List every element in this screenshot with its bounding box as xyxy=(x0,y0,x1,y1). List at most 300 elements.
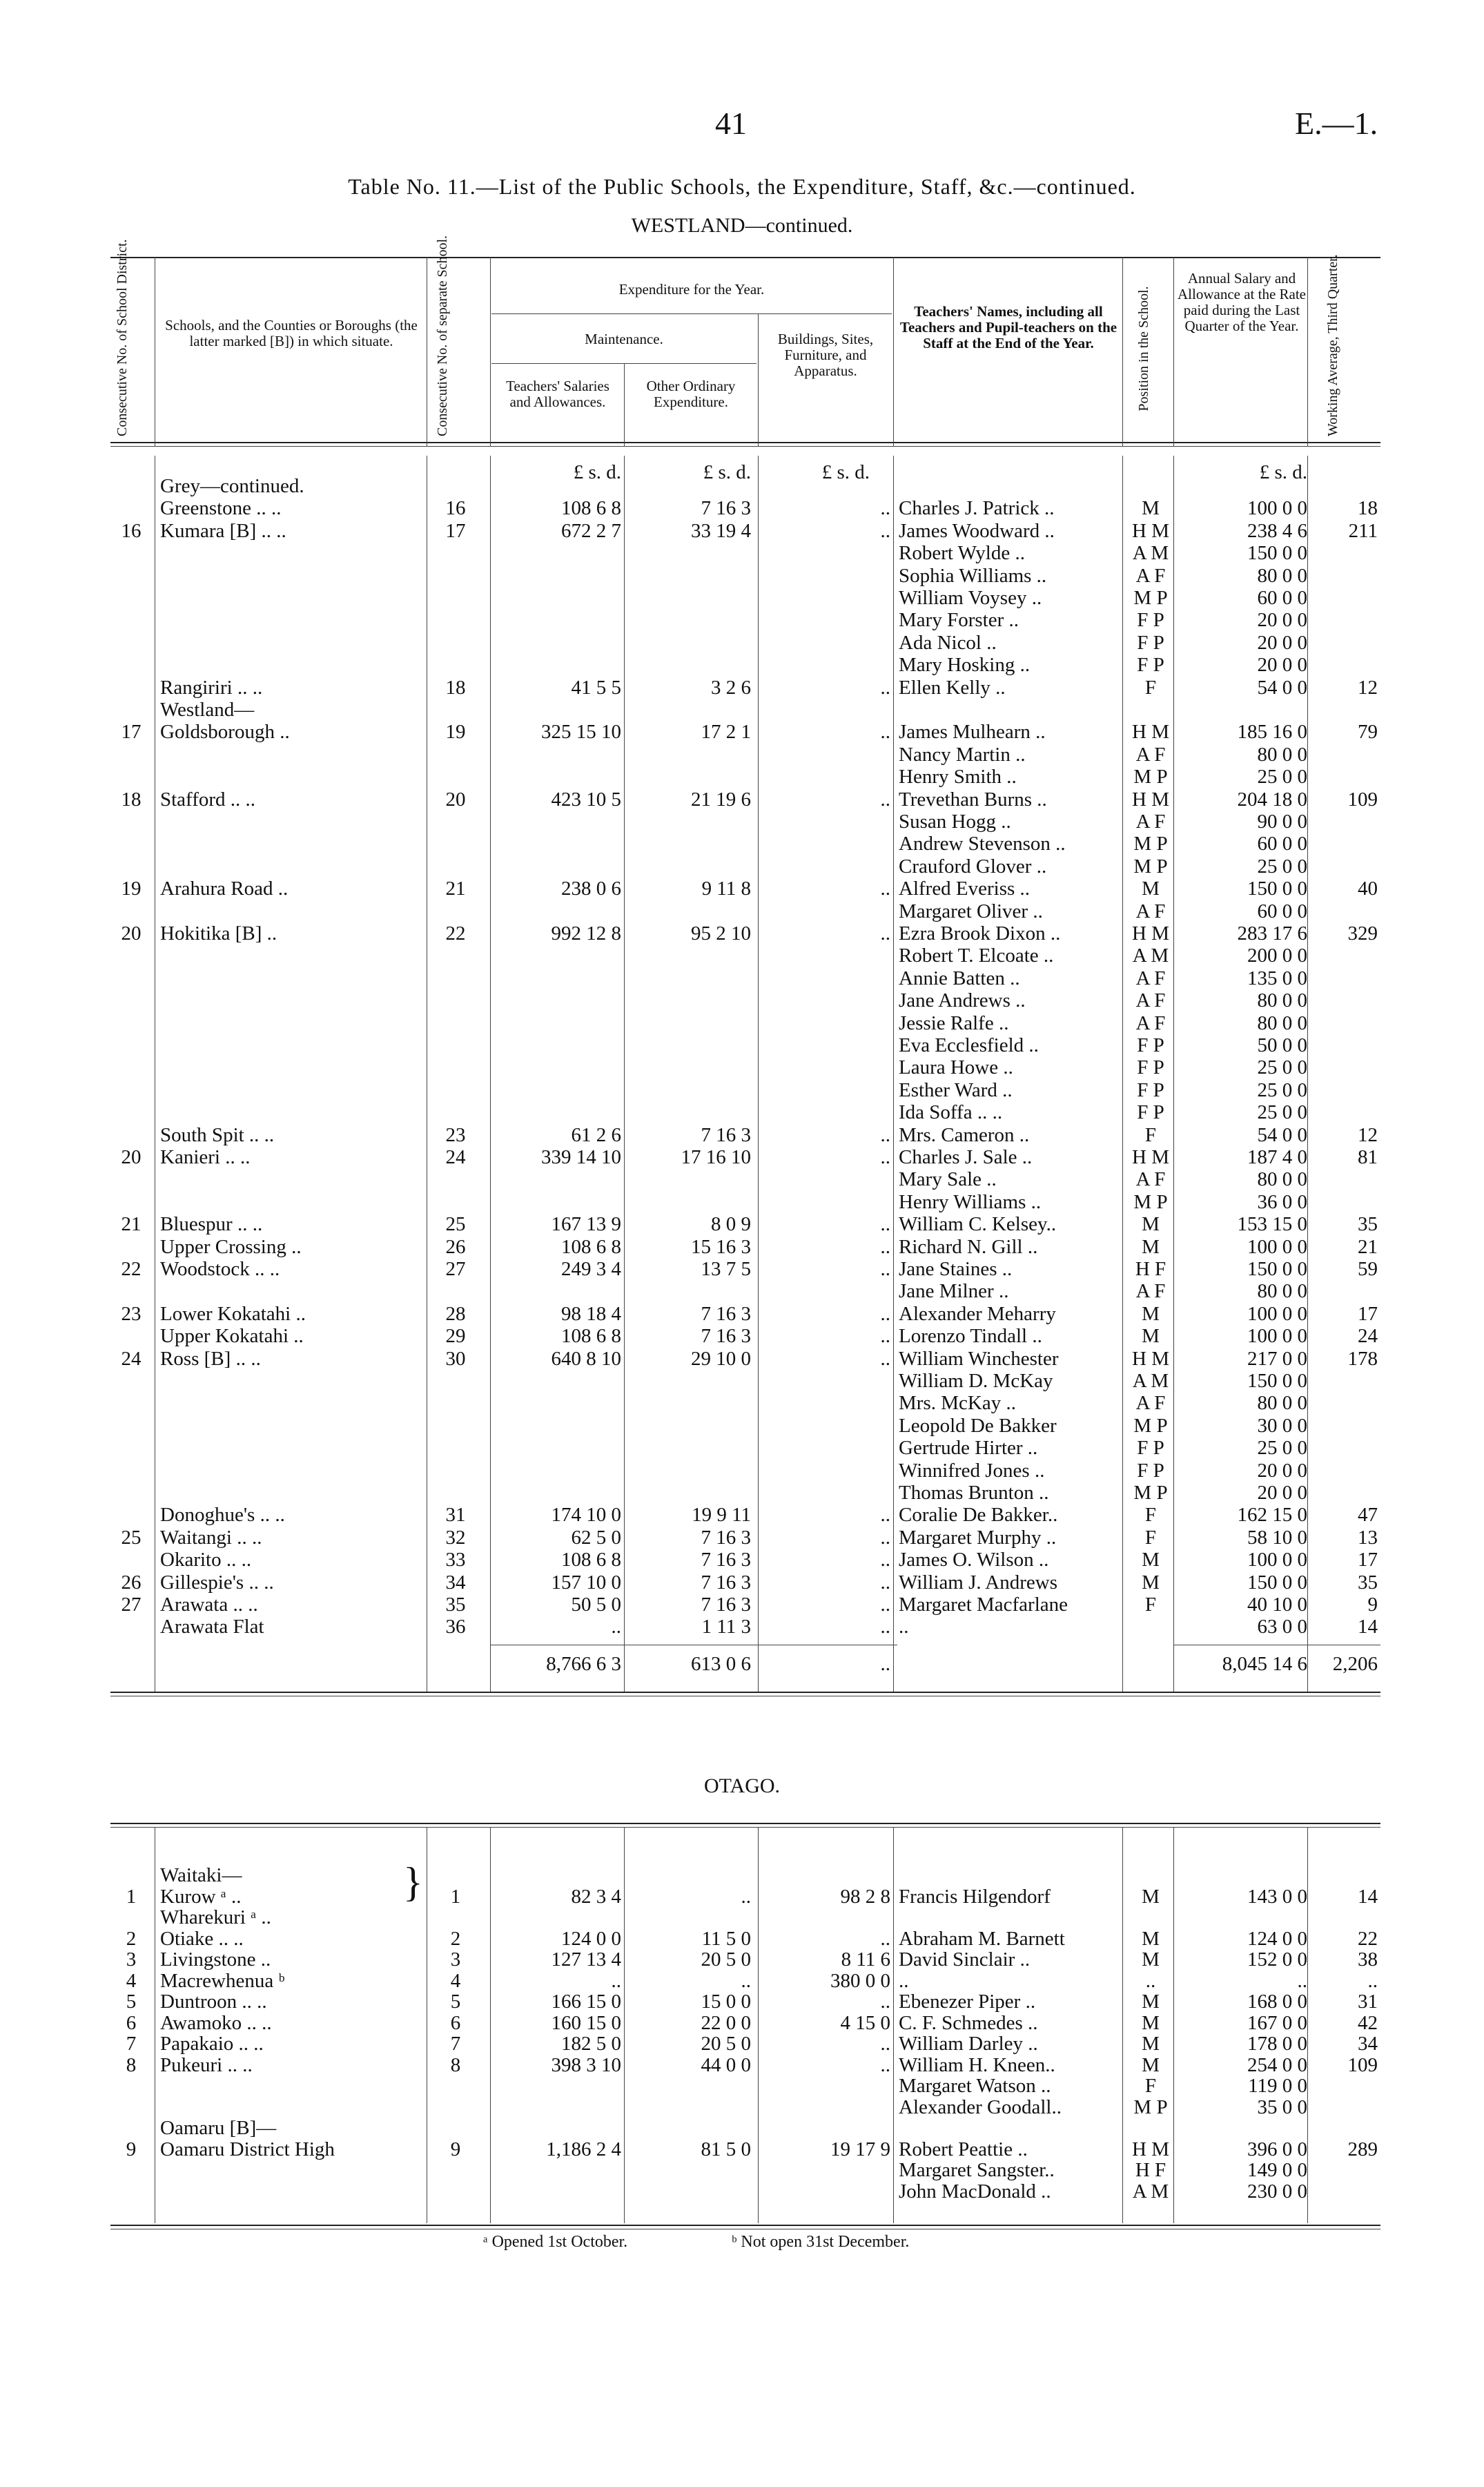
annual-salary: 230 0 0 xyxy=(1247,2180,1307,2203)
teacher-name: Esther Ward .. xyxy=(899,1078,1013,1101)
other-expenditure: 20 5 0 xyxy=(701,1948,751,1971)
district-number: 8 xyxy=(126,2053,137,2076)
school-number: 1 xyxy=(450,1885,461,1908)
other-expenditure: 22 0 0 xyxy=(701,2011,751,2034)
teacher-position: M xyxy=(1142,2033,1160,2055)
teachers-salaries: .. xyxy=(611,1969,621,1992)
other-expenditure: 15 0 0 xyxy=(701,1991,751,2013)
school-name: Arahura Road .. xyxy=(160,878,289,900)
district-number: 26 xyxy=(121,1571,141,1594)
school-number: 8 xyxy=(450,2053,461,2076)
annual-salary: 80 0 0 xyxy=(1257,743,1307,766)
teacher-position: A M xyxy=(1132,2180,1169,2203)
annual-salary: 124 0 0 xyxy=(1247,1927,1307,1950)
buildings-expenditure: .. xyxy=(880,788,890,811)
annual-salary: 150 0 0 xyxy=(1247,1370,1307,1392)
header-teachers-salaries: Teachers' Salaries and Allowances. xyxy=(506,378,609,410)
teacher-name: .. xyxy=(899,1616,909,1638)
school-name: Bluespur .. .. xyxy=(160,1213,263,1236)
teacher-position: A M xyxy=(1132,542,1169,565)
working-average: 109 xyxy=(1347,2053,1378,2076)
annual-salary: 100 0 0 xyxy=(1247,1235,1307,1258)
teachers-salaries: 166 15 0 xyxy=(551,1991,621,2013)
teachers-salaries: 249 3 4 xyxy=(561,1258,621,1280)
school-name: Greenstone .. .. xyxy=(160,497,282,520)
teacher-position: A F xyxy=(1135,564,1166,587)
teacher-position: F P xyxy=(1137,1078,1164,1101)
teacher-name: Richard N. Gill .. xyxy=(899,1235,1038,1258)
teacher-position: F xyxy=(1144,1504,1157,1527)
school-number: 16 xyxy=(445,497,466,520)
footnote-a: ᵃ Opened 1st October. xyxy=(483,2233,628,2251)
school-name: Wharekuri ᵃ .. xyxy=(160,1906,271,1928)
working-average: 289 xyxy=(1347,2138,1378,2160)
teacher-name: Thomas Brunton .. xyxy=(899,1482,1049,1504)
teacher-position: A F xyxy=(1135,900,1166,922)
teacher-name: Ada Nicol .. xyxy=(899,631,997,654)
westland-total-salaries: 8,766 6 3 xyxy=(546,1653,621,1675)
district-number: 19 xyxy=(121,878,141,900)
school-name: Kurow ᵃ .. xyxy=(160,1885,242,1908)
annual-salary: 185 16 0 xyxy=(1237,721,1307,744)
buildings-expenditure: .. xyxy=(880,922,890,945)
buildings-expenditure: .. xyxy=(880,676,890,699)
working-average: 21 xyxy=(1358,1235,1378,1258)
teacher-position: H M xyxy=(1132,788,1169,811)
annual-salary: 60 0 0 xyxy=(1257,900,1307,922)
school-name: Okarito .. .. xyxy=(160,1549,252,1571)
annual-salary: 167 0 0 xyxy=(1247,2011,1307,2034)
teachers-salaries: 182 5 0 xyxy=(561,2033,621,2055)
working-average: 14 xyxy=(1358,1885,1378,1908)
school-name: Macrewhenua ᵇ xyxy=(160,1969,285,1992)
teacher-position: F P xyxy=(1137,1437,1164,1460)
school-name: Waitaki— xyxy=(160,1864,242,1886)
school-number: 29 xyxy=(445,1325,466,1348)
district-number: 5 xyxy=(126,1991,137,2013)
annual-salary: 35 0 0 xyxy=(1257,2096,1307,2118)
teacher-name: Jane Andrews .. xyxy=(899,989,1026,1012)
annual-salary: 162 15 0 xyxy=(1237,1504,1307,1527)
teacher-name: Andrew Stevenson .. xyxy=(899,833,1066,855)
buildings-expenditure: .. xyxy=(880,1302,890,1325)
school-name: Kumara [B] .. .. xyxy=(160,519,286,542)
teacher-name: Winnifred Jones .. xyxy=(899,1459,1045,1482)
teacher-name: Eva Ecclesfield .. xyxy=(899,1034,1039,1056)
teacher-name: Coralie De Bakker.. xyxy=(899,1504,1058,1527)
teacher-position: F P xyxy=(1137,1459,1164,1482)
teacher-name: Sophia Williams .. xyxy=(899,564,1047,587)
teachers-salaries: 325 15 10 xyxy=(541,721,621,744)
working-average: 14 xyxy=(1358,1616,1378,1638)
teacher-name: Jessie Ralfe .. xyxy=(899,1012,1009,1034)
district-number: 6 xyxy=(126,2011,137,2034)
teacher-position: H F xyxy=(1135,2159,1166,2181)
annual-salary: 80 0 0 xyxy=(1257,1012,1307,1034)
school-number: 30 xyxy=(445,1347,466,1370)
teacher-position: F P xyxy=(1137,631,1164,654)
annual-salary: 396 0 0 xyxy=(1247,2138,1307,2160)
teacher-position: A F xyxy=(1135,1392,1166,1415)
teachers-salaries: 398 3 10 xyxy=(551,2053,621,2076)
annual-salary: 204 18 0 xyxy=(1237,788,1307,811)
westland-total-annual: 8,045 14 6 xyxy=(1222,1653,1307,1675)
district-number: 4 xyxy=(126,1969,137,1992)
teacher-name: Francis Hilgendorf xyxy=(899,1885,1051,1908)
annual-salary: 25 0 0 xyxy=(1257,1437,1307,1460)
teacher-name: Jane Milner .. xyxy=(899,1280,1009,1303)
school-name: Arawata .. .. xyxy=(160,1594,258,1616)
school-number: 19 xyxy=(445,721,466,744)
teachers-salaries: 640 8 10 xyxy=(551,1347,621,1370)
teachers-salaries: 62 5 0 xyxy=(571,1526,621,1549)
teacher-position: H M xyxy=(1132,1347,1169,1370)
westland-total-working: 2,206 xyxy=(1332,1653,1378,1675)
annual-salary: 54 0 0 xyxy=(1257,1123,1307,1146)
teacher-name: Margaret Watson .. xyxy=(899,2075,1051,2097)
annual-salary: 25 0 0 xyxy=(1257,855,1307,878)
teacher-position: H M xyxy=(1132,2138,1169,2160)
teacher-name: Henry Williams .. xyxy=(899,1190,1042,1213)
teacher-position: A M xyxy=(1132,1370,1169,1392)
other-expenditure: 33 19 4 xyxy=(691,519,751,542)
district-number: 7 xyxy=(126,2033,137,2055)
teacher-position: A F xyxy=(1135,743,1166,766)
annual-salary: 40 10 0 xyxy=(1247,1594,1307,1616)
teacher-position: M xyxy=(1142,1213,1160,1236)
teacher-position: M xyxy=(1142,1235,1160,1258)
buildings-expenditure: .. xyxy=(880,1594,890,1616)
district-number: 20 xyxy=(121,922,141,945)
buildings-expenditure: .. xyxy=(880,1616,890,1638)
annual-salary: 54 0 0 xyxy=(1257,676,1307,699)
teacher-name: William D. McKay xyxy=(899,1370,1053,1392)
teachers-salaries: 50 5 0 xyxy=(571,1594,621,1616)
teacher-name: Jane Staines .. xyxy=(899,1258,1013,1280)
teacher-position: M P xyxy=(1133,1414,1168,1437)
teacher-name: Susan Hogg .. xyxy=(899,811,1011,833)
buildings-expenditure: .. xyxy=(880,1213,890,1236)
school-number: 34 xyxy=(445,1571,466,1594)
teacher-position: A F xyxy=(1135,1280,1166,1303)
annual-salary: 100 0 0 xyxy=(1247,1549,1307,1571)
teacher-position: F xyxy=(1144,676,1157,699)
school-number: 26 xyxy=(445,1235,466,1258)
district-number: 17 xyxy=(121,721,141,744)
teacher-name: Laura Howe .. xyxy=(899,1056,1013,1079)
teachers-salaries: 672 2 7 xyxy=(561,519,621,542)
other-expenditure: 7 16 3 xyxy=(701,1594,751,1616)
annual-salary: 20 0 0 xyxy=(1257,654,1307,677)
other-expenditure: 17 2 1 xyxy=(701,721,751,744)
buildings-expenditure: .. xyxy=(880,1235,890,1258)
annual-salary: 25 0 0 xyxy=(1257,1101,1307,1124)
working-average: 329 xyxy=(1347,922,1378,945)
district-number: 2 xyxy=(126,1927,137,1950)
other-expenditure: 20 5 0 xyxy=(701,2033,751,2055)
annual-salary: 217 0 0 xyxy=(1247,1347,1307,1370)
annual-salary: 20 0 0 xyxy=(1257,1459,1307,1482)
report-code: E.—1. xyxy=(1295,106,1378,141)
annual-salary: 119 0 0 xyxy=(1248,2075,1307,2097)
teacher-position: F P xyxy=(1137,609,1164,632)
buildings-expenditure: .. xyxy=(880,1123,890,1146)
teacher-name: Ezra Brook Dixon .. xyxy=(899,922,1061,945)
teacher-name: Gertrude Hirter .. xyxy=(899,1437,1038,1460)
other-expenditure: 7 16 3 xyxy=(701,1325,751,1348)
buildings-expenditure: .. xyxy=(880,878,890,900)
teacher-position: M P xyxy=(1133,2096,1168,2118)
teacher-position: M xyxy=(1142,1885,1160,1908)
annual-salary: 238 4 6 xyxy=(1247,519,1307,542)
school-number: 22 xyxy=(445,922,466,945)
school-name: Goldsborough .. xyxy=(160,721,290,744)
school-number: 21 xyxy=(445,878,466,900)
teacher-position: M P xyxy=(1133,1190,1168,1213)
header-annual-salary: Annual Salary and Allowance at the Rate paid during the Last Quarter of the Year. xyxy=(1178,270,1307,334)
teachers-salaries: 61 2 6 xyxy=(571,1123,621,1146)
other-expenditure: 81 5 0 xyxy=(701,2138,751,2160)
school-number: 33 xyxy=(445,1549,466,1571)
working-average: 178 xyxy=(1347,1347,1378,1370)
teachers-salaries: 98 18 4 xyxy=(561,1302,621,1325)
header-expenditure: Expenditure for the Year. xyxy=(618,281,765,298)
annual-salary: 60 0 0 xyxy=(1257,587,1307,609)
teacher-name: Robert Peattie .. xyxy=(899,2138,1028,2160)
school-number: 31 xyxy=(445,1504,466,1527)
other-expenditure: 17 16 10 xyxy=(681,1146,751,1168)
other-expenditure: 21 19 6 xyxy=(691,788,751,811)
teacher-name: Mrs. Cameron .. xyxy=(899,1123,1030,1146)
header-other-expenditure: Other Ordinary Expenditure. xyxy=(646,378,736,410)
annual-salary: .. xyxy=(1297,1969,1307,1992)
teacher-name: Alexander Meharry xyxy=(899,1302,1056,1325)
teacher-name: Nancy Martin .. xyxy=(899,743,1026,766)
teacher-name: William J. Andrews xyxy=(899,1571,1058,1594)
annual-salary: 58 10 0 xyxy=(1247,1526,1307,1549)
other-expenditure: 1 11 3 xyxy=(701,1616,751,1638)
teacher-position: M xyxy=(1142,2011,1160,2034)
teacher-position: F xyxy=(1144,1526,1157,1549)
teacher-position: M xyxy=(1142,1302,1160,1325)
teacher-position: M xyxy=(1142,1948,1160,1971)
working-average: 47 xyxy=(1358,1504,1378,1527)
working-average: 81 xyxy=(1358,1146,1378,1168)
teacher-name: William Voysey .. xyxy=(899,587,1042,609)
working-average: 40 xyxy=(1358,878,1378,900)
other-expenditure: 3 2 6 xyxy=(711,676,751,699)
working-average: 109 xyxy=(1347,788,1378,811)
teachers-salaries: .. xyxy=(611,1616,621,1638)
school-name: Oamaru [B]— xyxy=(160,2117,277,2139)
teacher-position: M xyxy=(1142,1927,1160,1950)
teacher-name: Mary Sale .. xyxy=(899,1168,997,1191)
annual-salary: 30 0 0 xyxy=(1257,1414,1307,1437)
school-number: 7 xyxy=(450,2033,461,2055)
other-expenditure: 7 16 3 xyxy=(701,1526,751,1549)
working-average: 59 xyxy=(1358,1258,1378,1280)
teacher-name: C. F. Schmedes .. xyxy=(899,2011,1038,2034)
buildings-expenditure: 98 2 8 xyxy=(840,1885,890,1908)
buildings-expenditure: .. xyxy=(880,2053,890,2076)
teachers-salaries: 108 6 8 xyxy=(561,497,621,520)
teacher-name: Annie Batten .. xyxy=(899,967,1020,989)
annual-salary: 149 0 0 xyxy=(1247,2159,1307,2181)
annual-salary: 20 0 0 xyxy=(1257,631,1307,654)
annual-salary: 178 0 0 xyxy=(1247,2033,1307,2055)
annual-salary: 150 0 0 xyxy=(1247,542,1307,565)
annual-salary: 135 0 0 xyxy=(1247,967,1307,989)
school-name: Livingstone .. xyxy=(160,1948,271,1971)
annual-salary: 25 0 0 xyxy=(1257,1056,1307,1079)
other-expenditure: 15 16 3 xyxy=(691,1235,751,1258)
teacher-name: Robert Wylde .. xyxy=(899,542,1025,565)
working-average: 35 xyxy=(1358,1213,1378,1236)
teachers-salaries: 160 15 0 xyxy=(551,2011,621,2034)
header-maintenance: Maintenance. xyxy=(585,331,663,347)
teachers-salaries: 127 13 4 xyxy=(551,1948,621,1971)
school-number: 35 xyxy=(445,1594,466,1616)
annual-salary: 153 15 0 xyxy=(1237,1213,1307,1236)
westland-total-other: 613 0 6 xyxy=(691,1653,751,1675)
unit-other: £ s. d. xyxy=(703,461,751,483)
school-number: 23 xyxy=(445,1123,466,1146)
teachers-salaries: 423 10 5 xyxy=(551,788,621,811)
buildings-expenditure: .. xyxy=(880,497,890,520)
teacher-name: Leopold De Bakker xyxy=(899,1414,1057,1437)
teacher-name: Trevethan Burns .. xyxy=(899,788,1047,811)
other-expenditure: 7 16 3 xyxy=(701,1571,751,1594)
teacher-position: A F xyxy=(1135,989,1166,1012)
school-number: 2 xyxy=(450,1927,461,1950)
teacher-name: Charles J. Patrick .. xyxy=(899,497,1055,520)
other-expenditure: 44 0 0 xyxy=(701,2053,751,2076)
other-expenditure: 29 10 0 xyxy=(691,1347,751,1370)
school-name: Waitangi .. .. xyxy=(160,1526,262,1549)
teacher-name: Lorenzo Tindall .. xyxy=(899,1325,1042,1348)
annual-salary: 80 0 0 xyxy=(1257,1392,1307,1415)
other-expenditure: 11 5 0 xyxy=(701,1927,751,1950)
teacher-name: Margaret Macfarlane xyxy=(899,1594,1068,1616)
other-expenditure: 8 0 9 xyxy=(711,1213,751,1236)
buildings-expenditure: .. xyxy=(880,1549,890,1571)
teacher-name: Mary Hosking .. xyxy=(899,654,1031,677)
school-name: Rangiriri .. .. xyxy=(160,676,263,699)
annual-salary: 20 0 0 xyxy=(1257,1482,1307,1504)
school-number: 36 xyxy=(445,1616,466,1638)
teacher-name: Mrs. McKay .. xyxy=(899,1392,1016,1415)
buildings-expenditure: .. xyxy=(880,1146,890,1168)
page-number: 41 xyxy=(715,106,747,141)
unit-buildings: £ s. d. xyxy=(821,461,870,483)
annual-salary: 80 0 0 xyxy=(1257,1280,1307,1303)
district-number: 20 xyxy=(121,1146,141,1168)
school-name: Ross [B] .. .. xyxy=(160,1347,261,1370)
teachers-salaries: 108 6 8 xyxy=(561,1325,621,1348)
teacher-position: A F xyxy=(1135,1012,1166,1034)
header-schools: Schools, and the Counties or Boroughs (the latter marked [B]) in which situate. xyxy=(165,317,418,349)
header-consec-district: Consecutive No. of School District. xyxy=(115,239,130,436)
teachers-salaries: 108 6 8 xyxy=(561,1235,621,1258)
teacher-position: M P xyxy=(1133,855,1168,878)
teacher-name: Charles J. Sale .. xyxy=(899,1146,1033,1168)
working-average: 38 xyxy=(1358,1948,1378,1971)
teacher-position: H M xyxy=(1132,1146,1169,1168)
teacher-position: F xyxy=(1144,1594,1157,1616)
annual-salary: 143 0 0 xyxy=(1247,1885,1307,1908)
district-number: 22 xyxy=(121,1258,141,1280)
district-number: 21 xyxy=(121,1213,141,1236)
annual-salary: 80 0 0 xyxy=(1257,1168,1307,1191)
school-name: Gillespie's .. .. xyxy=(160,1571,274,1594)
teacher-position: M xyxy=(1142,1991,1160,2013)
teacher-position: F xyxy=(1144,2075,1157,2097)
working-average: 79 xyxy=(1358,721,1378,744)
header-buildings: Buildings, Sites, Furniture, and Apparatus. xyxy=(777,331,874,379)
school-number: 20 xyxy=(445,788,466,811)
teacher-name: Abraham M. Barnett xyxy=(899,1927,1065,1950)
school-name: Pukeuri .. .. xyxy=(160,2053,253,2076)
teacher-position: M xyxy=(1142,878,1160,900)
teacher-name: James Mulhearn .. xyxy=(899,721,1046,744)
annual-salary: 100 0 0 xyxy=(1247,497,1307,520)
other-expenditure: .. xyxy=(741,1969,751,1992)
teacher-position: M xyxy=(1142,497,1160,520)
teacher-position: H M xyxy=(1132,519,1169,542)
westland-total-buildings: .. xyxy=(880,1653,890,1675)
district-number: 18 xyxy=(121,788,141,811)
working-average: 12 xyxy=(1358,676,1378,699)
district-number: 3 xyxy=(126,1948,137,1971)
buildings-expenditure: 19 17 9 xyxy=(830,2138,890,2160)
annual-salary: 20 0 0 xyxy=(1257,609,1307,632)
teachers-salaries: 124 0 0 xyxy=(561,1927,621,1950)
buildings-expenditure: .. xyxy=(880,1571,890,1594)
header-position: Position in the School. xyxy=(1136,286,1151,412)
teachers-salaries: 238 0 6 xyxy=(561,878,621,900)
teacher-name: John MacDonald .. xyxy=(899,2180,1051,2203)
other-expenditure: 7 16 3 xyxy=(701,1123,751,1146)
teacher-name: Alfred Everiss .. xyxy=(899,878,1031,900)
teacher-name: Margaret Sangster.. xyxy=(899,2159,1055,2181)
school-name: Awamoko .. .. xyxy=(160,2011,272,2034)
working-average: .. xyxy=(1367,1969,1378,1992)
teachers-salaries: 167 13 9 xyxy=(551,1213,621,1236)
teacher-name: William H. Kneen.. xyxy=(899,2053,1055,2076)
teachers-salaries: 157 10 0 xyxy=(551,1571,621,1594)
unit-salaries: £ s. d. xyxy=(573,461,621,483)
annual-salary: 200 0 0 xyxy=(1247,945,1307,967)
school-name: Papakaio .. .. xyxy=(160,2033,264,2055)
working-average: 9 xyxy=(1367,1594,1378,1616)
annual-salary: 63 0 0 xyxy=(1257,1616,1307,1638)
district-number: 23 xyxy=(121,1302,141,1325)
teacher-name: Henry Smith .. xyxy=(899,766,1017,788)
teacher-name: Robert T. Elcoate .. xyxy=(899,945,1054,967)
working-average: 31 xyxy=(1358,1991,1378,2013)
footnote-b: ᵇ Not open 31st December. xyxy=(732,2233,910,2251)
teacher-position: H M xyxy=(1132,721,1169,744)
teacher-name: Mary Forster .. xyxy=(899,609,1019,632)
annual-salary: 25 0 0 xyxy=(1257,1078,1307,1101)
teacher-name: Margaret Murphy .. xyxy=(899,1526,1057,1549)
teachers-salaries: 174 10 0 xyxy=(551,1504,621,1527)
school-number: 28 xyxy=(445,1302,466,1325)
school-name: Duntroon .. .. xyxy=(160,1991,267,2013)
buildings-expenditure: 8 11 6 xyxy=(841,1948,890,1971)
annual-salary: 50 0 0 xyxy=(1257,1034,1307,1056)
buildings-expenditure: .. xyxy=(880,1927,890,1950)
